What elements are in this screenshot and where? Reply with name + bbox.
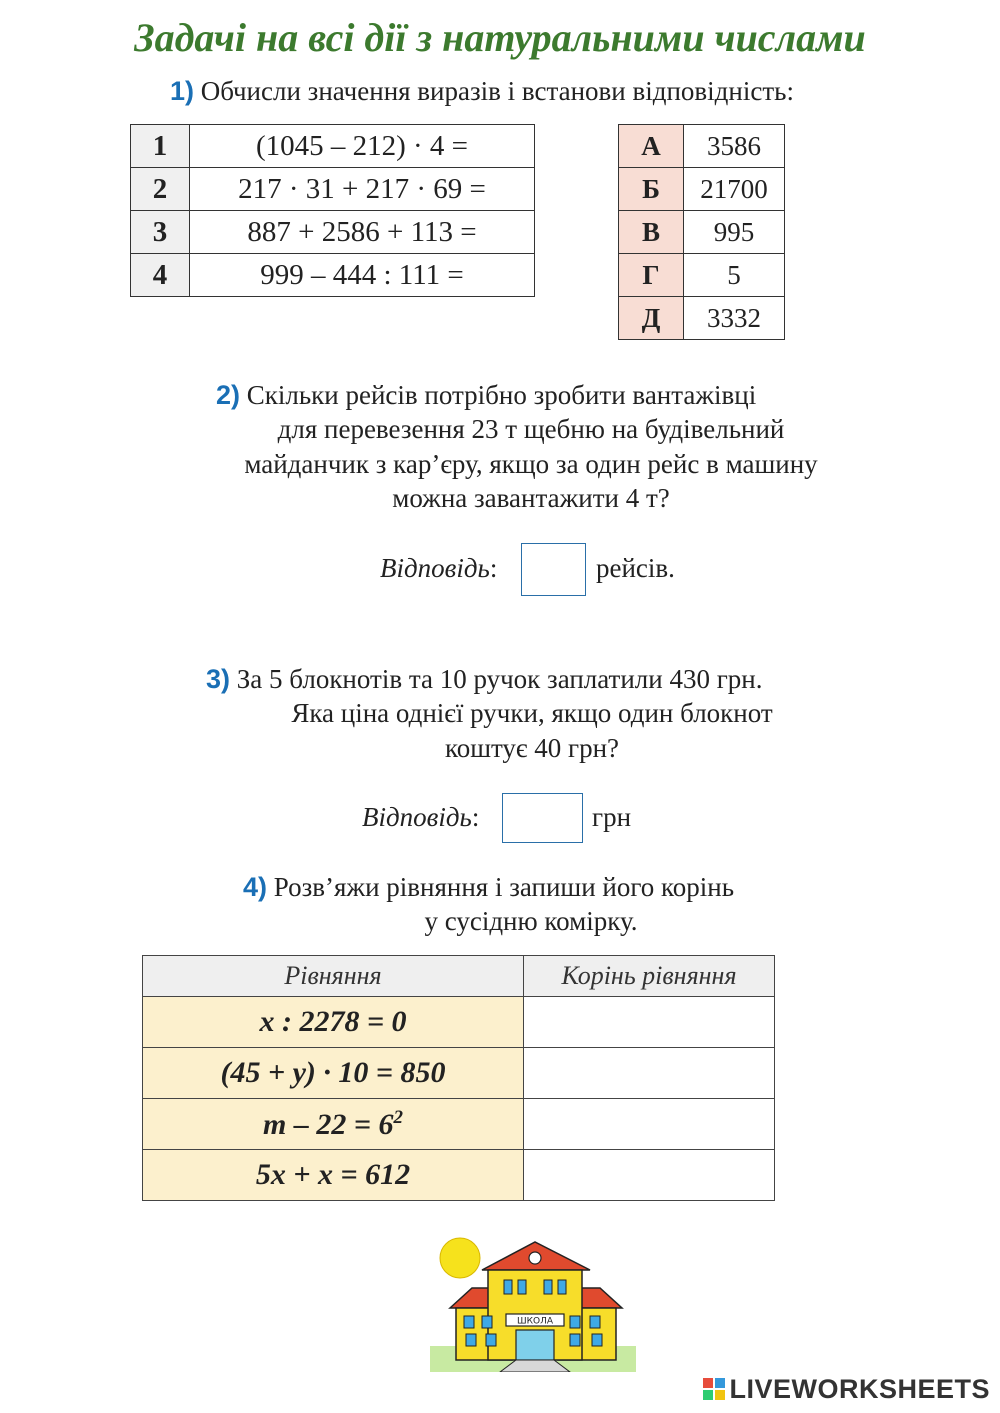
q3-answer-unit: грн [592,802,632,832]
q3-line-3: коштує 40 грн? [444,733,620,763]
answer-label: Відповідь [380,553,490,583]
equation-with-power [143,1099,524,1150]
brand-name: LIVEWORKSHEETS [729,1374,990,1404]
table-row [131,211,535,254]
q4-line-2: у сусідню комірку. [424,906,638,936]
expression-number: 1 [131,125,190,168]
q3-answer-input[interactable] [502,793,583,843]
column-header-root: Корінь рівняння [524,956,775,997]
q4-line-1 [243,872,734,903]
q1-number: 1) [170,76,195,106]
root-input[interactable] [524,1048,775,1099]
root-input[interactable] [524,997,775,1048]
answer-value: 3586 [684,125,785,168]
answer-value: 3332 [684,297,785,340]
equation: x : 2278 = 0 [143,997,524,1048]
exponent: 2 [393,1106,403,1128]
column-header-equation: Рівняння [143,956,524,997]
answer-value: 5 [684,254,785,297]
expression-number: 3 [131,211,190,254]
table-row [143,1048,775,1099]
q2-answer-unit: рейсів. [596,553,675,583]
q2-text: Скільки рейсів потрібно зробити вантажівці [246,380,757,410]
answer-value: 21700 [684,168,785,211]
q2-line-1 [216,380,756,411]
q2-line-3: майданчик з кар’єру, якщо за один рейс в машину [244,449,818,479]
table-row [143,997,775,1048]
expression: 999 – 444 : 111 = [190,254,535,297]
answer-option[interactable] [619,297,785,340]
school-illustration [430,1234,636,1372]
q3-number: 3) [206,664,231,694]
liveworksheets-logo-icon [703,1378,725,1400]
sun-icon [440,1238,480,1278]
school-door [516,1330,554,1360]
expression: (1045 – 212) · 4 = [190,125,535,168]
equations-table [142,955,775,1201]
answer-letter: А [619,125,684,168]
root-input[interactable] [524,1150,775,1201]
root-input[interactable] [524,1099,775,1150]
expressions-table [130,124,535,297]
answer-label: Відповідь [362,802,472,832]
answer-letter: Д [619,297,684,340]
q1-text: Обчисли значення виразів і встанови відповідність: [200,76,794,106]
equation: 5x + x = 612 [143,1150,524,1201]
page-title: Задачі на всі дії з натуральними числами [134,15,866,60]
equation: m – 22 = 6 [263,1107,394,1141]
q2-line-2: для перевезення 23 т щебню на будівельний [277,414,785,444]
school-sign-text: ШКОЛА [516,1316,554,1327]
q1-prompt [170,76,794,107]
q2-answer-row: Відповідь: [380,553,498,583]
clock-icon [529,1252,541,1264]
answer-option[interactable] [619,125,785,168]
table-row [143,1150,775,1201]
table-row [131,168,535,211]
answer-option[interactable] [619,211,785,254]
q2-line-4: можна завантажити 4 т? [392,483,670,513]
expression: 217 · 31 + 217 · 69 = [190,168,535,211]
equation: (45 + y) · 10 = 850 [143,1048,524,1099]
answer-letter: В [619,211,684,254]
answer-value: 995 [684,211,785,254]
expression-number: 4 [131,254,190,297]
q2-number: 2) [216,380,241,410]
answers-table [618,124,785,340]
table-row [143,1099,775,1150]
q3-answer-row: Відповідь: [362,802,480,832]
q4-text: Розв’яжи рівняння і запиши його корінь [273,872,735,902]
answer-option[interactable] [619,254,785,297]
liveworksheets-brand [703,1374,990,1405]
table-row [131,254,535,297]
q3-line-1 [206,664,762,695]
expression: 887 + 2586 + 113 = [190,211,535,254]
answer-letter: Г [619,254,684,297]
table-header [143,956,775,997]
q3-text: За 5 блокнотів та 10 ручок заплатили 430 грн. [236,664,763,694]
q4-number: 4) [243,872,268,902]
q2-answer-input[interactable] [521,543,586,596]
expression-number: 2 [131,168,190,211]
q3-line-2: Яка ціна однієї ручки, якщо один блокнот [291,698,773,728]
table-row [131,125,535,168]
answer-letter: Б [619,168,684,211]
answer-option[interactable] [619,168,785,211]
